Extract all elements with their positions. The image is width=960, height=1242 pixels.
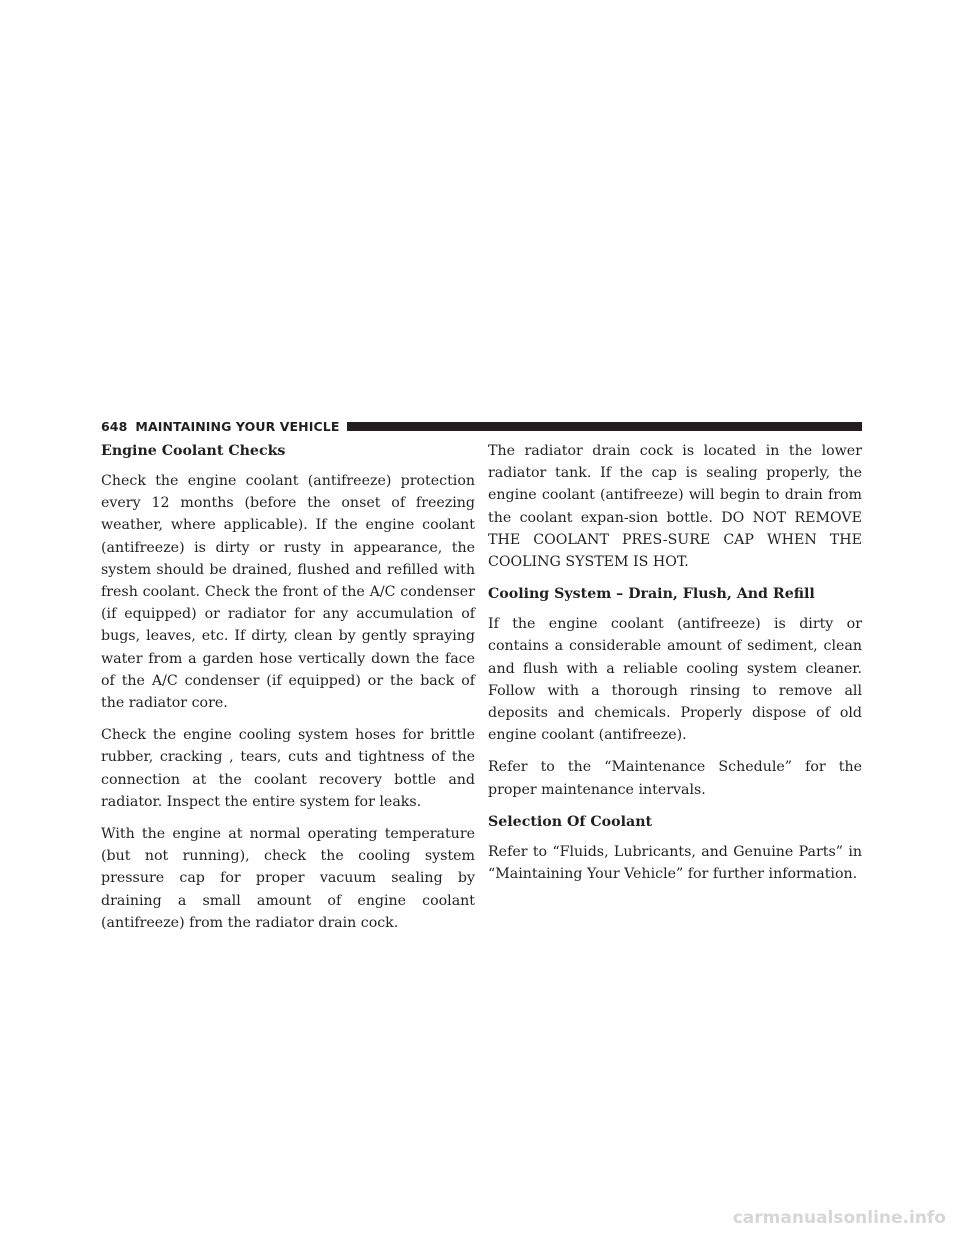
section-title: MAINTAINING YOUR VEHICLE xyxy=(135,418,340,434)
paragraph-hose-inspection: Check the engine cooling system hoses for brittle rubber, cracking , tears, cuts and tightness of the connection at the coolant recovery bottle and radiator. Inspect the entire system for leaks. xyxy=(101,727,475,810)
heading-selection-of-coolant: Selection Of Coolant xyxy=(488,813,653,830)
right-column xyxy=(488,440,862,895)
watermark: carmanualsonline.info xyxy=(732,1208,946,1228)
paragraph-drain-cock: The radiator drain cock is located in the lower radiator tank. If the cap is sealing properly, the engine coolant (antifreeze) will begin to drain from the coolant expan-sion bottle. DO NOT REMOVE THE COOLANT PRES-SURE CAP WHEN THE COOLING SYSTEM IS HOT. xyxy=(488,443,862,571)
header-rule xyxy=(347,422,862,431)
left-column xyxy=(101,440,475,944)
page-header xyxy=(101,419,862,433)
page-number: 648 xyxy=(101,418,128,434)
heading-engine-coolant-checks: Engine Coolant Checks xyxy=(101,443,286,459)
paragraph-coolant-protection: Check the engine coolant (antifreeze) protection every 12 months (before the onset of freezing weather, where applicable). If the engine coolant (antifreeze) is dirty or rusty in appearance, the system should be drained, flushed and refilled with fresh coolant. Check the front of the A/C condenser (if equipped) or radiator for any accumulation of bugs, leaves, etc. If dirty, clean by gently spraying water from a garden hose vertically down the face of the A/C condenser (if equipped) or the back of the radiator core. xyxy=(101,473,475,712)
paragraph-flush-procedure: If the engine coolant (antifreeze) is dirty or contains a considerable amount of sediment, clean and flush with a reliable cooling system cleaner. Follow with a thorough rinsing to remove all deposits and chemicals. Properly dispose of old engine coolant (antifreeze). xyxy=(488,616,862,744)
paragraph-maintenance-schedule: Refer to the “Maintenance Schedule” for the proper maintenance intervals. xyxy=(488,759,862,798)
paragraph-pressure-cap-check: With the engine at normal operating temperature (but not running), check the cooling system pressure cap for proper vacuum sealing by draining a small amount of engine coolant (antifreeze) from the radiator drain cock. xyxy=(101,826,475,931)
paragraph-coolant-selection: Refer to “Fluids, Lubricants, and Genuine Parts” in “Maintaining Your Vehicle” for further information. xyxy=(488,843,862,883)
heading-drain-flush-refill: Cooling System – Drain, Flush, And Refill xyxy=(488,586,815,603)
